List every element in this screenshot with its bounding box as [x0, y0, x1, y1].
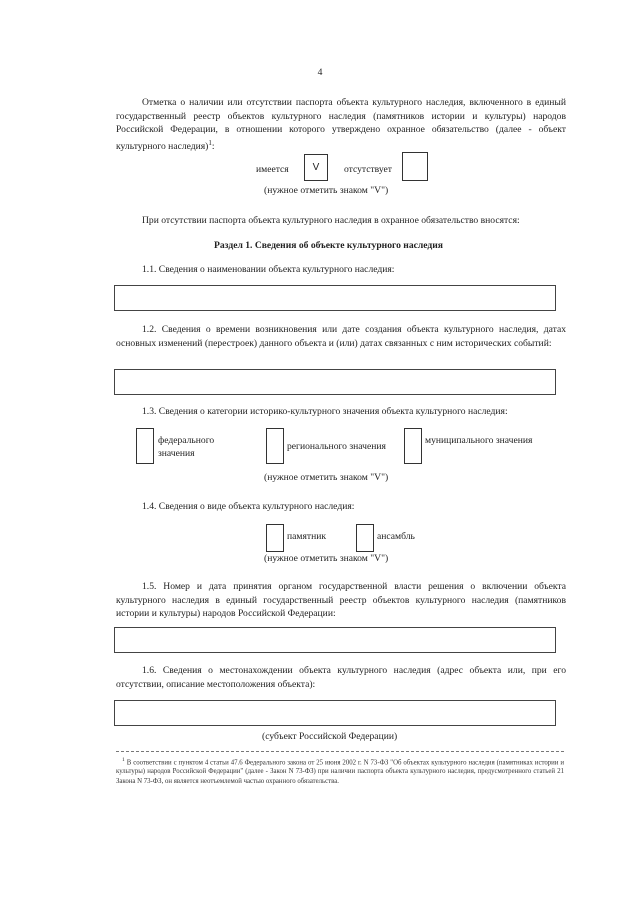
monument-kind-checkbox[interactable] — [266, 524, 284, 552]
category-hint: (нужное отметить знаком "V") — [264, 472, 389, 483]
page-number: 4 — [317, 67, 323, 78]
item-1-3-label: 1.3. Сведения о категории историко-культурного значения объекта культурного наследия: — [142, 406, 508, 417]
footnote-text: В соответствии с пунктом 4 статьи 47.6 Федерального закона от 25 июня 2002 г. N 73-ФЗ "Об объектах культурного наследия (памятниках истории и культуры) народов Российской Федерации" (далее - Закон N 73-ФЗ) при наличии паспорта объекта культурного наследия, предусмотренного статьей 21 Закона N 73-ФЗ, он является неотъемлемой частью охранного обязательства. — [116, 759, 565, 785]
dates-input-field[interactable] — [114, 369, 556, 395]
item-1-4-label: 1.4. Сведения о виде объекта культурного наследия: — [142, 501, 355, 512]
federal-category-checkbox[interactable] — [136, 428, 154, 464]
regional-category-label: регионального значения — [287, 441, 386, 452]
municipal-category-checkbox[interactable] — [404, 428, 422, 464]
footnote — [116, 756, 564, 786]
federal-category-label-line2: значения — [158, 448, 195, 459]
intro-colon: : — [211, 140, 215, 152]
passport-absent-checkbox[interactable] — [402, 152, 428, 181]
footnote-marker: 1 — [122, 757, 125, 763]
section-1-title: Раздел 1. Сведения об объекте культурного наследия — [214, 240, 443, 251]
ensemble-kind-checkbox[interactable] — [356, 524, 374, 552]
intro-text: Отметка о наличии или отсутствии паспорта объекта культурного наследия, включенного в единый государственный реестр объектов культурного наследия (памятников истории и культуры) народов Российской Федерации, в отношении которого утверждено охранное обязательство (далее - объект культурного наследия) — [116, 97, 566, 152]
passport-hint: (нужное отметить знаком "V") — [264, 185, 389, 196]
kind-hint: (нужное отметить знаком "V") — [264, 553, 389, 564]
footnote-ref: 1 — [208, 138, 212, 147]
subject-caption: (субъект Российской Федерации) — [262, 731, 398, 742]
municipal-category-label: муниципального значения — [425, 435, 533, 446]
footnote-separator — [116, 751, 564, 752]
location-input-field[interactable] — [114, 700, 556, 726]
item-1-6-label: 1.6. Сведения о местонахождении объекта культурного наследия (адрес объекта или, при его отсутствии, описание местоположения объекта): — [116, 665, 566, 690]
regional-category-checkbox[interactable] — [266, 428, 284, 464]
federal-category-label-line1: федерального — [158, 435, 215, 446]
intro-paragraph — [116, 96, 566, 154]
name-input-field[interactable] — [114, 285, 556, 311]
item-1-2-label: 1.2. Сведения о времени возникновения или дате создания объекта культурного наследия, датах основных изменений (перестроек) данного объекта и (или) датах связанных с ним исторических событий: — [116, 324, 566, 349]
passport-present-label: имеется — [256, 164, 289, 175]
registry-decision-input-field[interactable] — [114, 627, 556, 653]
item-1-5-label: 1.5. Номер и дата принятия органом государственной власти решения о включении объекта культурного наследия в единый государственный реестр объектов культурного наследия (памятников истории и культуры) народов Российской Федерации: — [116, 581, 566, 620]
ensemble-kind-label: ансамбль — [377, 531, 415, 542]
monument-kind-label: памятник — [287, 531, 326, 542]
item-1-1-label: 1.1. Сведения о наименовании объекта культурного наследия: — [142, 264, 395, 275]
passport-absent-label: отсутствует — [344, 164, 392, 175]
absence-note: При отсутствии паспорта объекта культурного наследия в охранное обязательство вносятся: — [142, 215, 520, 226]
passport-present-checkbox[interactable]: V — [304, 154, 328, 181]
